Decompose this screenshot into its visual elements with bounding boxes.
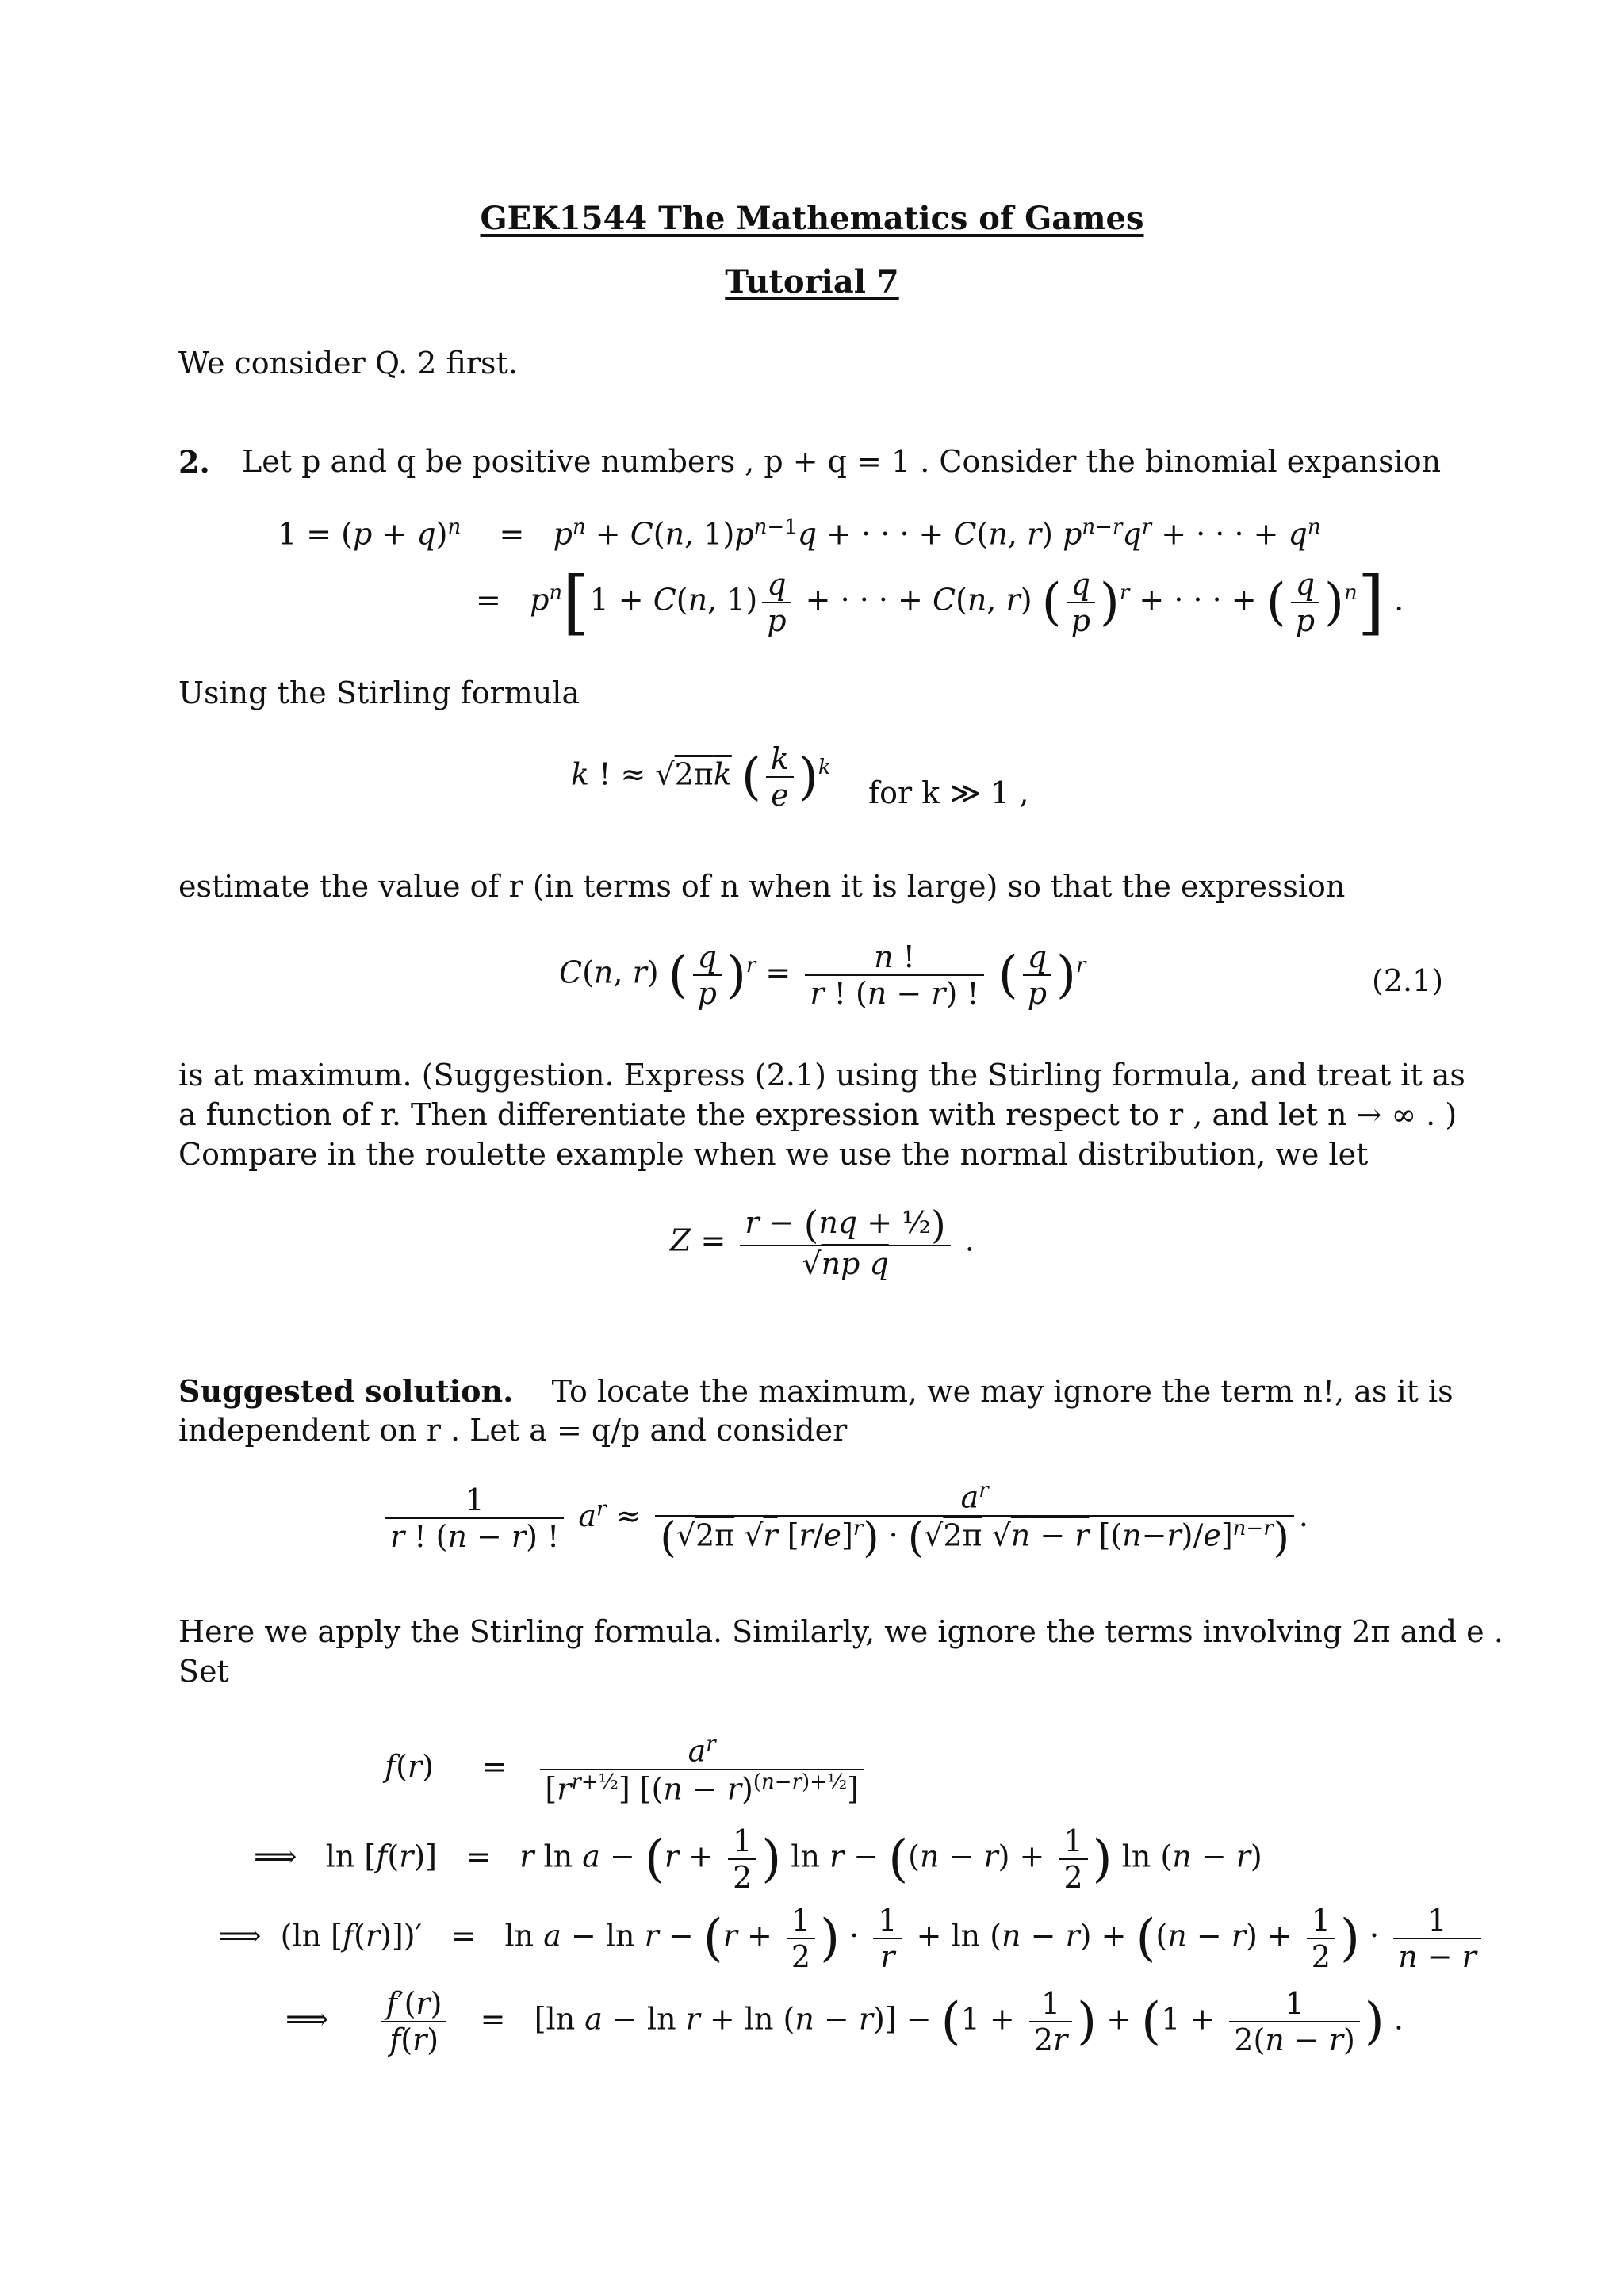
course-title: GEK1544 The Mathematics of Games [480, 200, 1144, 237]
derivation-line4: ⟹ $\frac{f'(r)}{f(r)}$ = [ln a − ln r + ln (n − r)] − (1 + $\frac{1}{2r}$ ) + (1 + $\frac{1}{2(n - r)}$ ) . [285, 1986, 1404, 2057]
stirling-formula: k ! ≈ √2πk ( $\frac{k}{e}$ )$^k$ [571, 741, 831, 813]
derivation-line3: ⟹ (ln [f(r)])′ = ln a − ln r − (r + $\frac{1}{2}$ ) · $\frac{1}{r}$ + ln (n − r) + ((n − r) + $\frac{1}{2}$ ) · $\frac{1}{n - r}$ [218, 1903, 1486, 1974]
derivation-line1: f(r) = $\frac{a^r}{[r^{r+\frac{1}{2}}] [(n - r)^{(n-r)+\frac{1}{2}}]}$ [385, 1732, 868, 1806]
solution-line1: Suggested solution. To locate the maximum, we may ignore the term n!, as it is [178, 1373, 1454, 1409]
stirling-note-line2: Set [178, 1654, 229, 1689]
stirling-note-line1: Here we apply the Stirling formula. Similarly, we ignore the terms involving 2π and e . [178, 1614, 1503, 1649]
question-statement: Let p and q be positive numbers , p + q = 1 . Consider the binomial expansion [242, 444, 1442, 479]
estimate-text: estimate the value of r (in terms of n when it is large) so that the expression [178, 869, 1346, 904]
equation-2-1: C(n, r) ( $\frac{q}{p}$ )$^r$ = $\frac{n !}{r ! (n - r) !}$ ( $\frac{q}{p}$ )$^r$ [559, 939, 1086, 1011]
suggestion-line2: a function of r. Then differentiate the expression with respect to r , and let n → ∞ . ) [178, 1097, 1457, 1132]
binomial-eq-line2: = $p^n[1 + C(n$, 1) $\frac{q}{p}$ + · · · + C(n, r) ( $\frac{q}{p}$ )$^r$ + · · · + ( $\frac{q}{p}$ )$^n$] . [476, 561, 1404, 643]
equation-tag: (2.1) [1372, 963, 1444, 998]
solution-line2: independent on r . Let a = q/p and consider [178, 1413, 848, 1448]
solution-heading: Suggested solution. [178, 1373, 514, 1409]
binomial-eq-line1: $1 = (p + q)^n$ = $p^n + C(n$, $1)p^{n-1}q$ + · · · + C(n, r) $p^{n-r}q^r$ + · · · + $q^n$ [278, 515, 1321, 552]
z-formula: Z = $\frac{\text{r − (nq + ½)}}{\text{√np q}}$ . [670, 1203, 975, 1281]
question-number: 2. [178, 444, 210, 480]
tutorial-title: Tutorial 7 [725, 263, 899, 300]
suggestion-line3: Compare in the roulette example when we use the normal distribution, we let [178, 1137, 1369, 1172]
suggestion-line1: is at maximum. (Suggestion. Express (2.1) using the Stirling formula, and treat it as [178, 1058, 1465, 1093]
intro-text: We consider Q. 2 first. [178, 346, 518, 381]
stirling-condition: for k ≫ 1 , [868, 775, 1029, 810]
stirling-approx-eq: $\frac{1}{r ! (n - r) !}$ $a^r$ ≈ $\frac{a^r}{(√2\pi √r [r/e]^r) \cdot (√2\pi √n - r [(n-r)/e]^{n-r})}$ . [381, 1479, 1308, 1559]
stirling-intro: Using the Stirling formula [178, 675, 580, 710]
derivation-line2: ⟹ ln [f(r)] = r ln a − (r + $\frac{1}{2}$ ) ln r − ((n − r) + $\frac{1}{2}$ ) ln (n − r) [254, 1823, 1262, 1895]
